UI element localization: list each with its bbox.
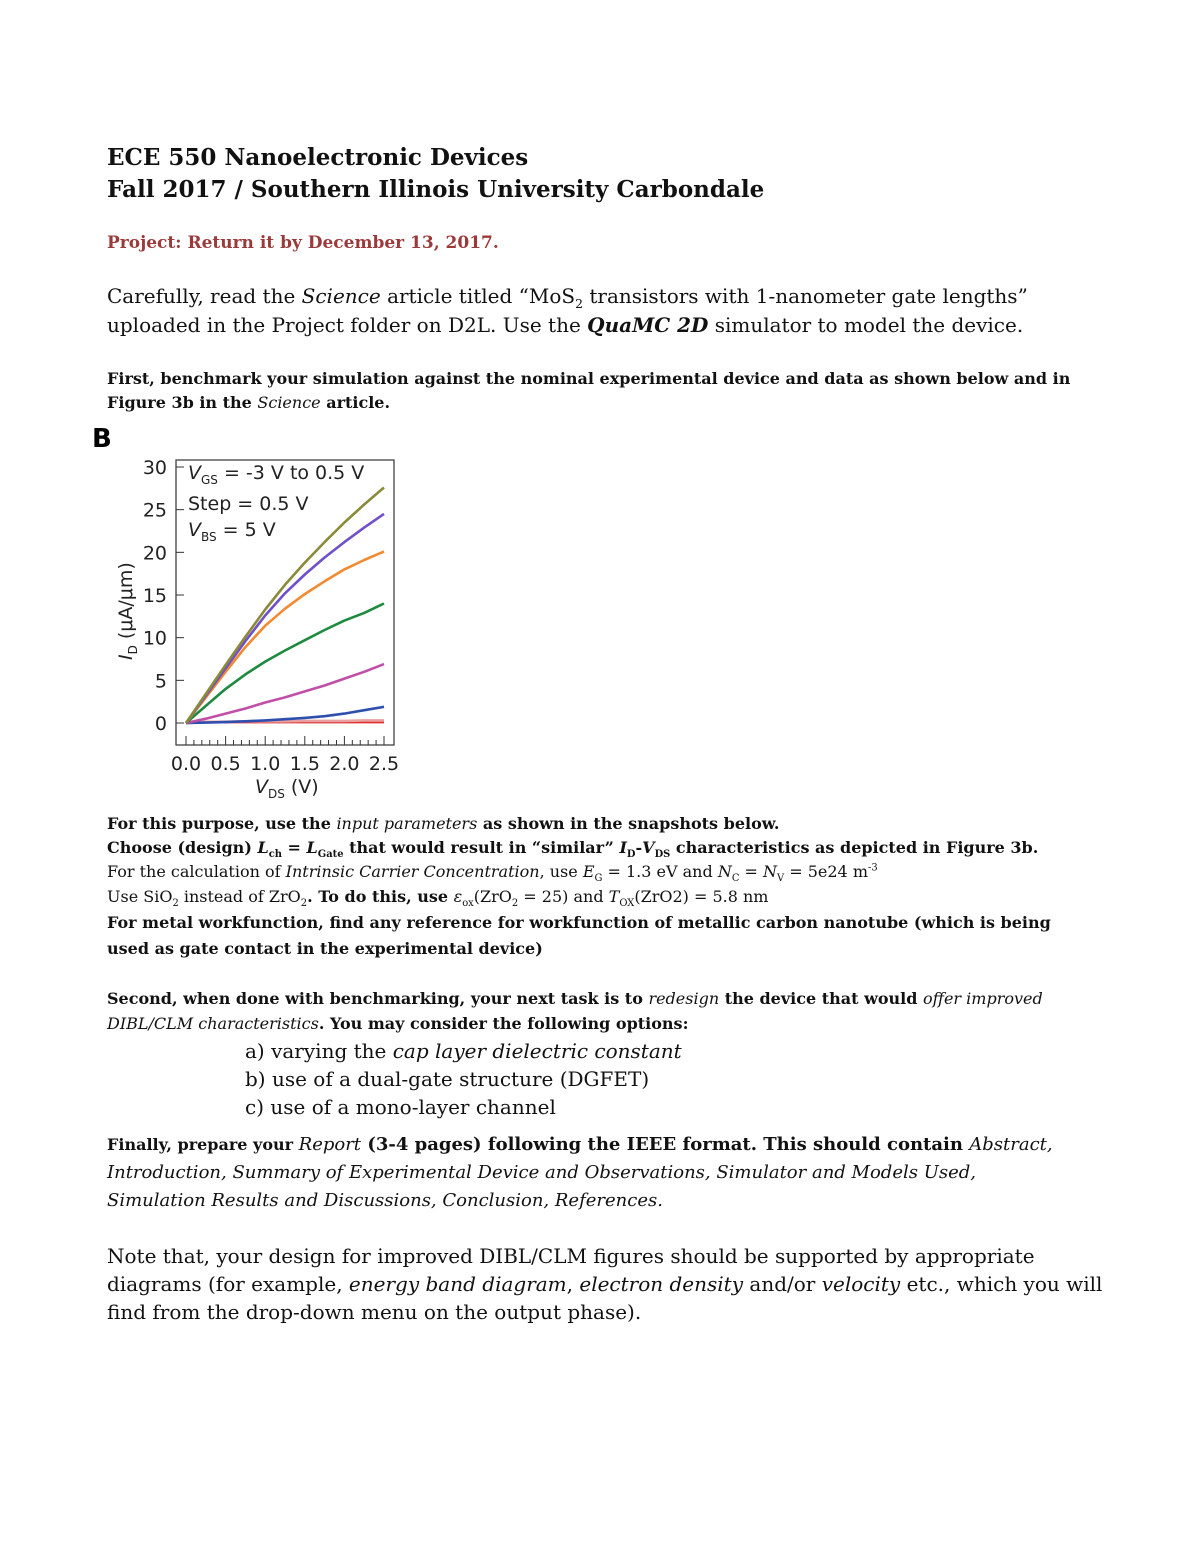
y-axis-label: $I_D$ (μA/μm) xyxy=(115,562,140,660)
finally-line-3: Simulation Results and Discussions, Conclusion, References. xyxy=(107,1190,663,1211)
y-tick-label: 0 xyxy=(154,713,167,735)
annotation-vbs: $V_{BS} = 5$ V xyxy=(188,519,276,544)
x-tick-label: 2.5 xyxy=(368,753,400,775)
y-tick-label: 15 xyxy=(142,585,167,607)
x-tick-label: 1.0 xyxy=(250,753,281,775)
series-line xyxy=(186,514,384,723)
note-line-3: find from the drop-down menu on the output phase). xyxy=(107,1300,642,1324)
note-line-1: Note that, your design for improved DIBL/CLM figures should be supported by appropriate xyxy=(107,1244,1035,1268)
course-term: Fall 2017 / Southern Illinois University Carbondale xyxy=(107,176,765,203)
first-text: Figure 3b in the xyxy=(107,393,258,412)
params-line-6: used as gate contact in the experimental device) xyxy=(107,939,543,958)
project-deadline: Project: Return it by December 13, 2017. xyxy=(107,233,499,253)
x-tick-label: 1.5 xyxy=(289,753,320,775)
y-tick-label: 25 xyxy=(142,499,167,522)
params-line-2: Choose (design) $L_{ch} = L_{Gate}$ that would result in “similar” $I_D-V_{DS}$ characteristics as depicted in Figure 3b. xyxy=(107,838,1039,861)
y-tick-label: 20 xyxy=(142,542,167,565)
y-tick-label: 30 xyxy=(142,457,167,479)
y-axis xyxy=(143,457,184,735)
first-science: Science xyxy=(257,393,321,412)
intro-text: simulator to model the device. xyxy=(708,313,1024,337)
course-title: ECE 550 Nanoelectronic Devices xyxy=(107,144,529,171)
intro-science: Science xyxy=(301,284,381,308)
intro-text: article titled “MoS xyxy=(380,284,576,308)
option-a: a) varying the cap layer dielectric constant xyxy=(245,1039,682,1063)
second-line-2: DIBL/CLM characteristics. You may consider the following options: xyxy=(107,1014,689,1033)
params-line-4: Use SiO$_2$ instead of ZrO$_2$. To do this, use $\varepsilon_{ox}(ZrO_2 = 25)$ and $T_{OX}(ZrO2) = 5.8$ nm xyxy=(107,887,769,910)
annotation-vgs: $V_{GS} = -3$ V to 0.5 V xyxy=(188,462,365,487)
intro-text: uploaded in the Project folder on D2L. Use the xyxy=(107,313,588,337)
panel-label: B xyxy=(92,424,112,454)
params-line-3: For the calculation of Intrinsic Carrier Concentration, use $E_G = 1.3$ eV and $N_C = N_V = 5e24$ $m^{-3}$ xyxy=(107,862,878,885)
second-line-1: Second, when done with benchmarking, your next task is to redesign the device that would offer improved xyxy=(107,989,1043,1008)
first-line-1: First, benchmark your simulation against the nominal experimental device and data as shown below and in xyxy=(107,369,1071,388)
x-axis xyxy=(171,736,399,775)
intro-text: Carefully, read the xyxy=(107,284,302,308)
x-tick-label: 0.0 xyxy=(170,753,202,775)
note-line-2: diagrams (for example, energy band diagram, electron density and/or velocity etc., which you will xyxy=(107,1272,1103,1296)
finally-line-1: Finally, prepare your Report (3-4 pages) following the IEEE format. This should contain Abstract, xyxy=(107,1134,1053,1155)
annotation-step: Step = 0.5 V xyxy=(188,493,309,515)
option-c: c) use of a mono-layer channel xyxy=(245,1095,556,1119)
params-text: as shown in the snapshots below. xyxy=(477,814,780,833)
params-italic: input parameters xyxy=(336,814,478,833)
params-line-5: For metal workfunction, find any reference for workfunction of metallic carbon nanotube (which is being xyxy=(107,913,1051,932)
y-tick-label: 5 xyxy=(154,670,167,693)
params-text: For this purpose, use the xyxy=(107,814,337,833)
x-tick-label: 0.5 xyxy=(210,753,241,775)
series-line xyxy=(186,604,384,724)
intro-sub: 2 xyxy=(575,296,583,311)
option-b: b) use of a dual-gate structure (DGFET) xyxy=(245,1067,650,1091)
series-line xyxy=(186,664,384,723)
x-tick-label: 2.0 xyxy=(329,753,360,775)
x-axis-label: $V_{DS}$ (V) xyxy=(255,776,319,801)
intro-simulator: QuaMC 2D xyxy=(587,313,709,337)
finally-line-2: Introduction, Summary of Experimental Device and Observations, Simulator and Models Used, xyxy=(107,1162,977,1183)
first-text: article. xyxy=(320,393,391,412)
y-tick-label: 10 xyxy=(142,627,167,650)
params-line-1 xyxy=(107,814,779,833)
intro-text: transistors with 1-nanometer gate lengths” xyxy=(582,284,1028,308)
